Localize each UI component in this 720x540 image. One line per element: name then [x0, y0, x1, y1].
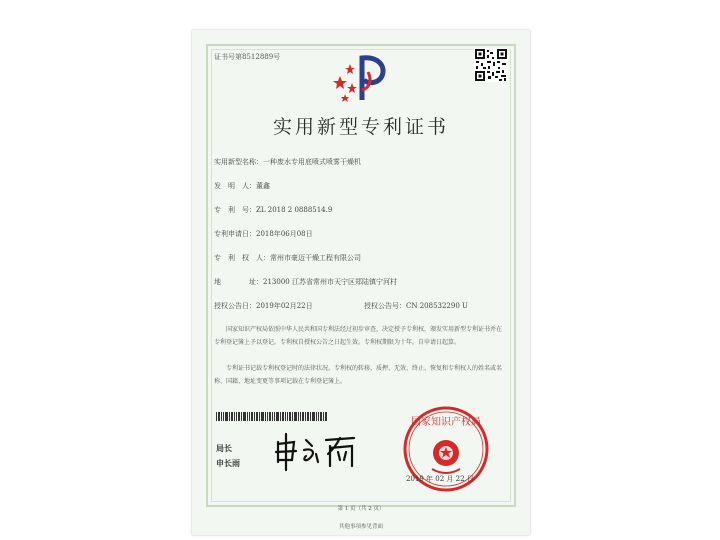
field-grant-date [214, 301, 313, 311]
field-label: 专 利 号： [214, 206, 256, 214]
field-value: 董鑫 [256, 182, 270, 190]
qr-code-icon [474, 48, 508, 82]
field-grant-number [364, 301, 468, 311]
field-inventor [214, 181, 270, 191]
field-label: 发 明 人： [214, 182, 256, 190]
svg-text:国家知识产权局: 国家知识产权局 [411, 417, 481, 428]
legal-paragraph: 专利证书记载专利权登记时的法律状况。专利权的转移、质押、无效、终止、恢复和专利权人的姓名或名称、国籍、地址变更等事项记载在专利登记簿上。 [214, 365, 503, 385]
patent-certificate [192, 30, 530, 535]
footer-note: 其他事项参见背面 [338, 524, 383, 530]
certificate-number: 证书号第8512889号 [214, 53, 281, 61]
field-label: 地 址： [214, 278, 263, 286]
field-label: 授权公告号： [364, 302, 406, 310]
field-patent-number [214, 205, 332, 215]
handwritten-signature-icon [272, 432, 362, 472]
field-patentee [214, 253, 361, 263]
field-address [214, 277, 397, 287]
field-value: 一种废水专用底喷式喷雾干燥机 [263, 158, 361, 166]
field-application-date [214, 229, 313, 239]
page-number: 第 1 页（共 2 页） [337, 506, 385, 512]
field-utility-model-name [214, 157, 361, 167]
signer-name: 申长雨 [216, 459, 240, 468]
field-value: CN 208532290 U [406, 302, 468, 310]
field-label: 专 利 权 人： [214, 254, 270, 262]
patent-office-logo-icon [332, 50, 392, 105]
signer-title-director: 局长 [216, 444, 232, 453]
field-value: ZL 2018 2 0888514.9 [256, 206, 333, 214]
barcode-icon [216, 412, 328, 421]
field-label: 实用新型名称： [214, 158, 263, 166]
field-value: 2018年06月08日 [256, 230, 313, 238]
grant-statement [214, 323, 504, 349]
grant-paragraph: 国家知识产权局依照中华人民共和国专利法经过初步审查，决定授予专利权，颁发实用新型专利证书并在专利登记簿上予以登记。专利权自授权公告之日起生效。专利权期限为十年，自申请日起算。 [214, 326, 503, 346]
legal-status-statement [214, 362, 504, 388]
field-value: 常州市豪迈干燥工程有限公司 [270, 254, 361, 262]
seal-date: 2019 年 02 月 22 日 [406, 475, 474, 483]
field-value: 213000 江苏省常州市天宁区郑陆镇宁河村 [263, 278, 397, 286]
field-value: 2019年02月22日 [256, 302, 313, 310]
field-label: 授权公告日： [214, 302, 256, 310]
field-label: 专利申请日： [214, 230, 256, 238]
certificate-title: 实用新型专利证书 [272, 116, 449, 138]
